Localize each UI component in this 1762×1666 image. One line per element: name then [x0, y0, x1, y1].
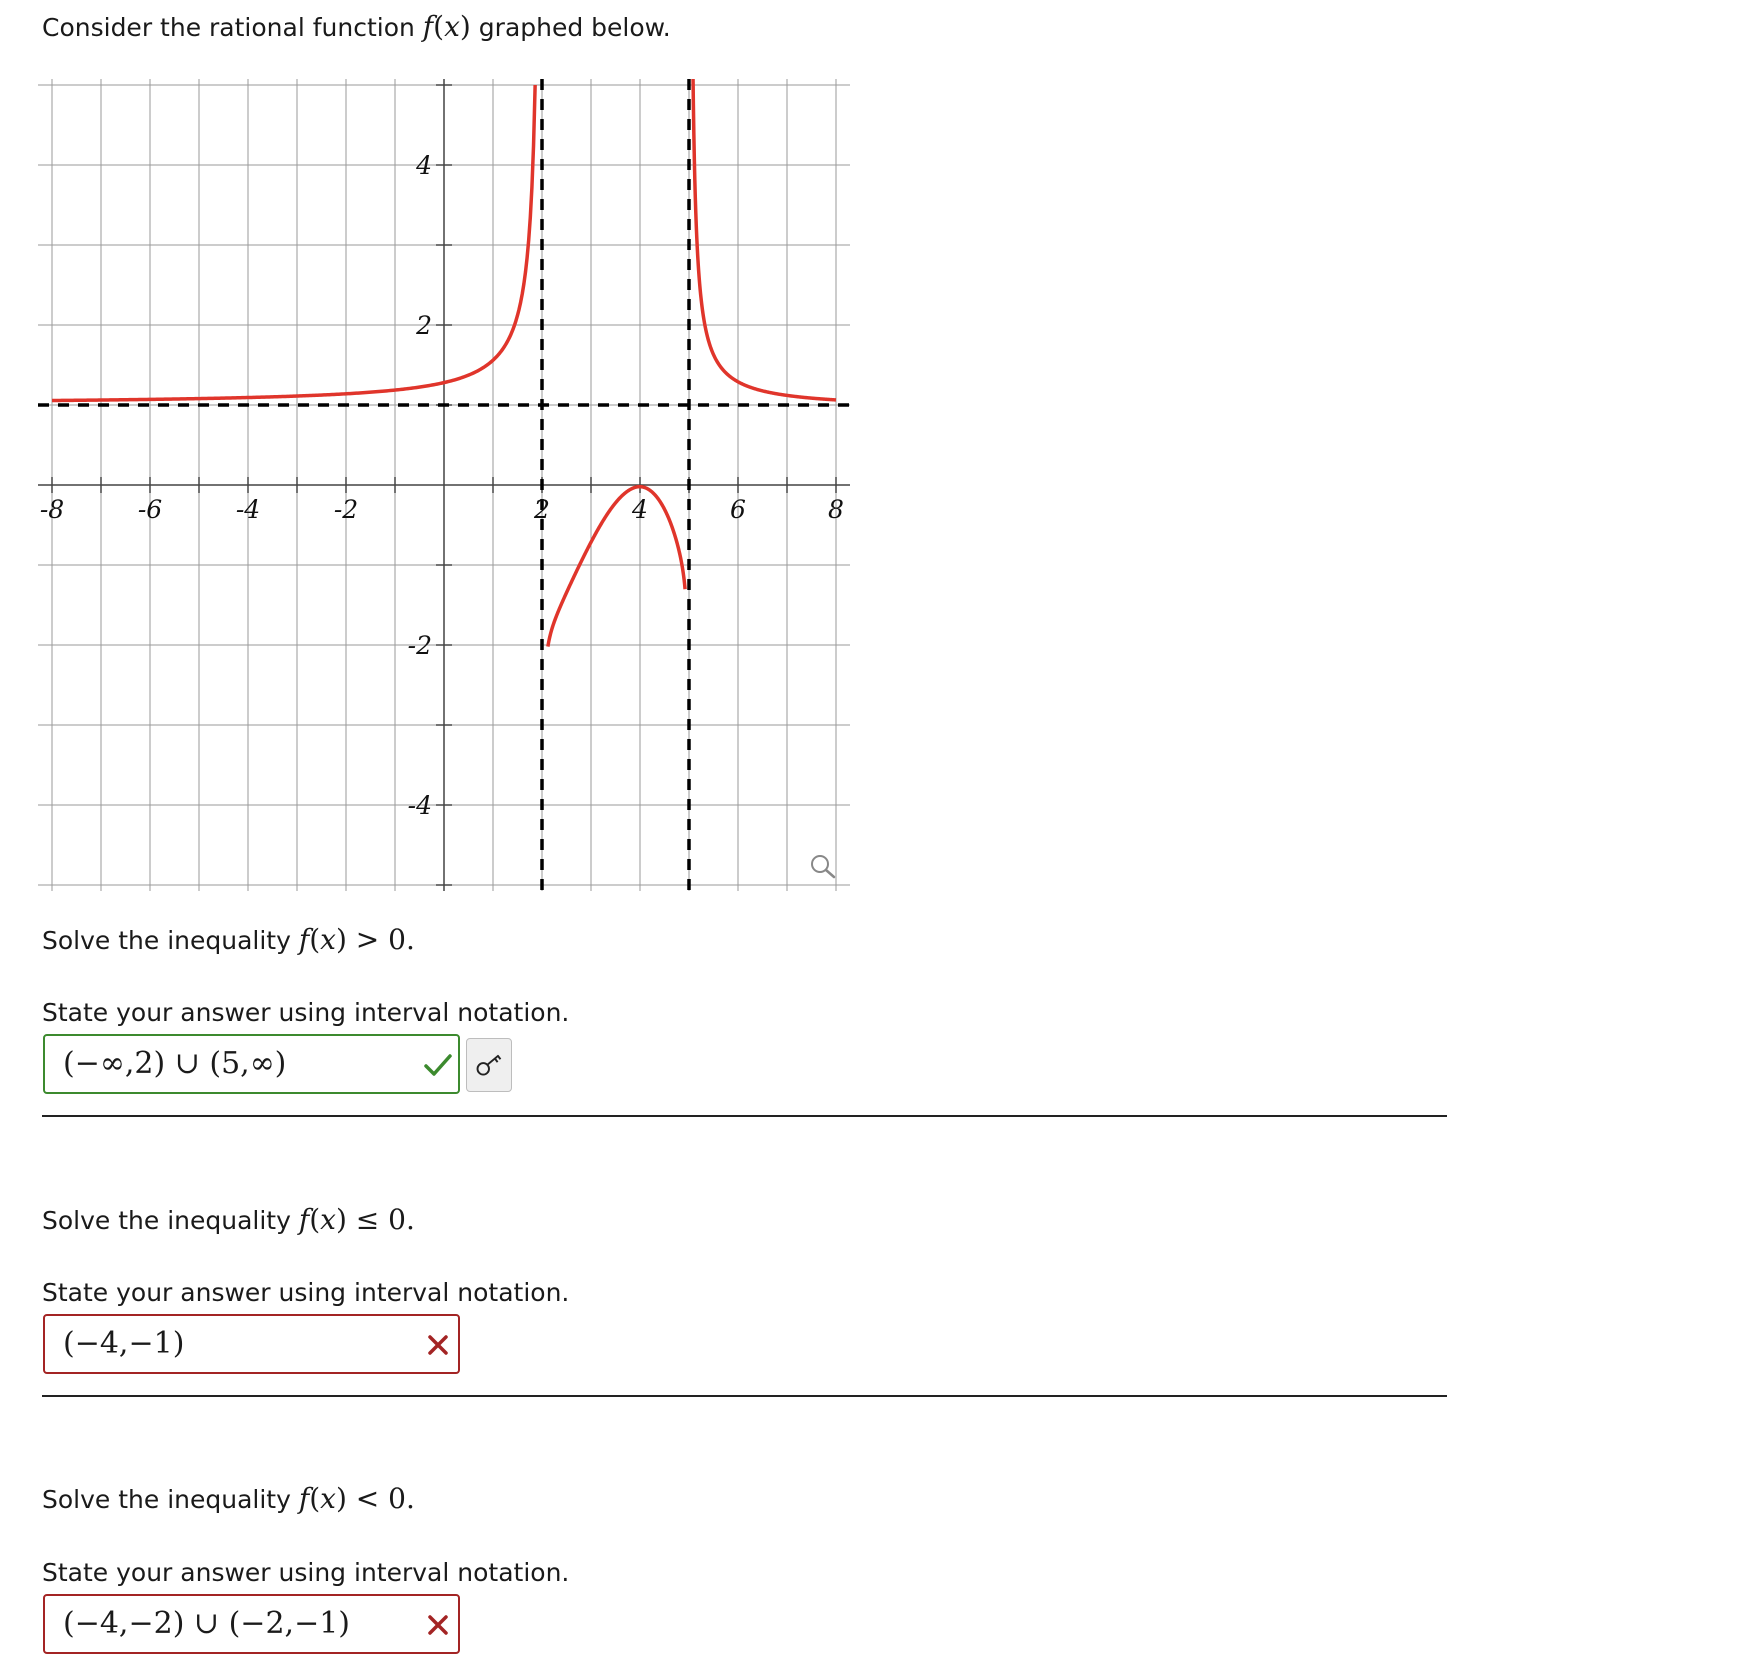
answer-field-3[interactable] — [43, 1594, 460, 1654]
answer-key-button[interactable] — [466, 1038, 512, 1092]
question-1-fname: f — [298, 923, 310, 956]
question-1-fvar: x — [320, 923, 336, 956]
intro-prefix: Consider the rational function — [42, 13, 423, 42]
x-tick-label: 2 — [534, 495, 550, 524]
x-tick-label: -4 — [235, 495, 261, 524]
question-3-instruction: State your answer using interval notation. — [42, 1558, 570, 1587]
key-icon — [467, 1039, 511, 1091]
magnifier-icon[interactable] — [812, 856, 834, 877]
checkmark-icon — [422, 1050, 454, 1080]
x-tick-label: -8 — [39, 495, 65, 524]
section-divider-1 — [42, 1115, 1447, 1117]
question-2-prompt: Solve the inequality f(x) ≤ 0. — [42, 1203, 415, 1236]
answer-3-value[interactable]: (−4,−2) ∪ (−2,−1) — [63, 1606, 350, 1641]
intro-function: f(x) — [422, 10, 471, 43]
x-mark-icon — [422, 1610, 454, 1640]
answer-field-2[interactable] — [43, 1314, 460, 1374]
question-2-prefix: Solve the inequality — [42, 1206, 299, 1235]
y-tick-label: -2 — [407, 631, 432, 660]
question-3-prompt: Solve the inequality f(x) < 0. — [42, 1482, 415, 1515]
question-3-prefix: Solve the inequality — [42, 1485, 299, 1514]
question-3-relation: < 0. — [355, 1482, 415, 1515]
y-tick-label: 4 — [416, 151, 432, 180]
x-tick-label: 4 — [632, 495, 648, 524]
answer-field-1[interactable] — [43, 1034, 460, 1094]
intro-fname: f — [422, 10, 434, 43]
x-tick-label: -6 — [137, 495, 163, 524]
graph-axes — [38, 79, 850, 891]
answer-2-value[interactable]: (−4,−1) — [63, 1326, 185, 1361]
function-curve — [548, 487, 685, 647]
answer-1-value[interactable]: (−∞,2) ∪ (5,∞) — [63, 1046, 287, 1081]
question-1-prefix: Solve the inequality — [42, 926, 299, 955]
intro-text — [42, 12, 671, 43]
function-curve — [691, 79, 836, 400]
question-3-fvar: x — [320, 1482, 336, 1515]
question-3-fname: f — [298, 1482, 310, 1515]
function-graph[interactable] — [38, 79, 850, 891]
intro-fvar: x — [444, 10, 460, 43]
question-2-fvar: x — [320, 1203, 336, 1236]
intro-suffix: graphed below. — [470, 13, 671, 42]
question-2-relation: ≤ 0. — [355, 1203, 415, 1236]
question-1-instruction: State your answer using interval notation. — [42, 998, 570, 1027]
x-tick-label: 6 — [730, 495, 746, 524]
question-2-fname: f — [298, 1203, 310, 1236]
question-1-relation: > 0. — [355, 923, 415, 956]
x-tick-label: 8 — [828, 495, 844, 524]
y-tick-label: -4 — [407, 791, 432, 820]
x-tick-label: -2 — [333, 495, 359, 524]
function-curve — [52, 85, 535, 401]
question-1-prompt: Solve the inequality f(x) > 0. — [42, 923, 415, 956]
section-divider-2 — [42, 1395, 1447, 1397]
y-tick-label: 2 — [416, 311, 432, 340]
question-2-instruction: State your answer using interval notation. — [42, 1278, 570, 1307]
x-mark-icon — [422, 1330, 454, 1360]
